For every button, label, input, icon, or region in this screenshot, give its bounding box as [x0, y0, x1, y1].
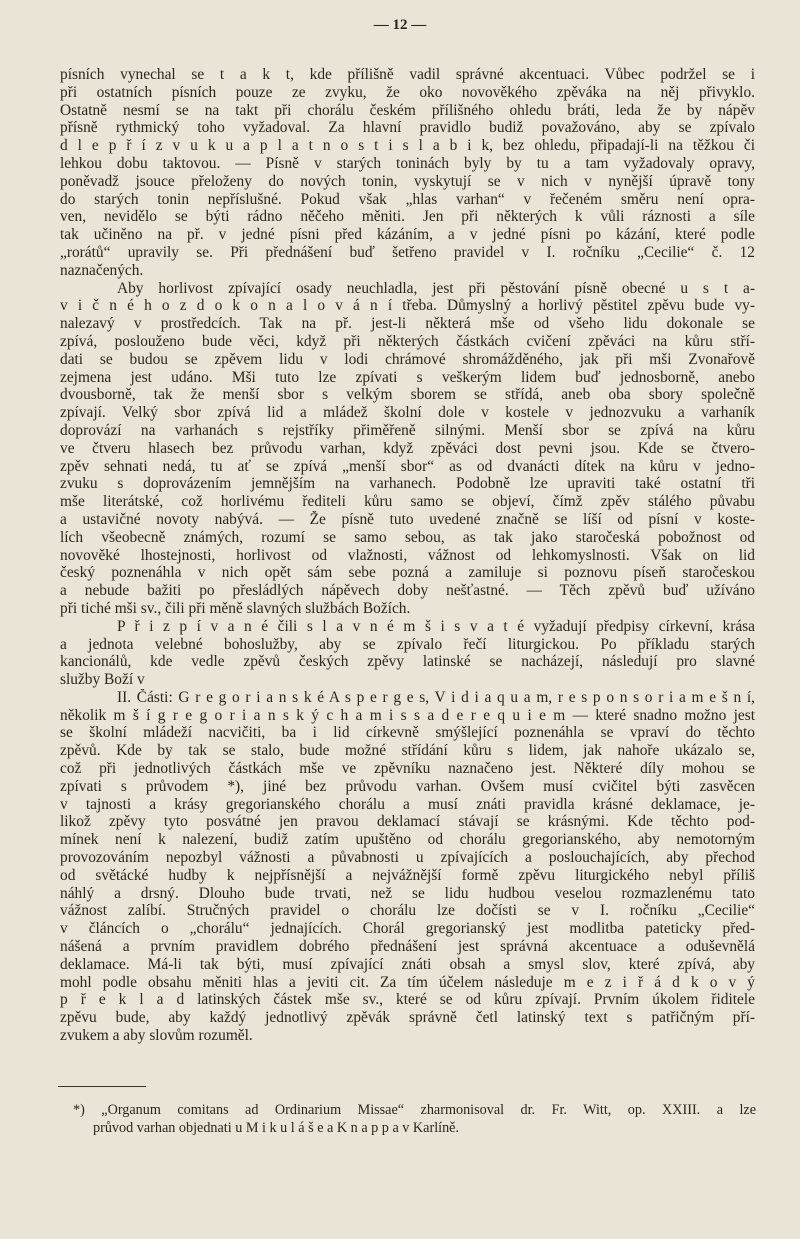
text-line: zpívají. Velký sbor zpívá lid a mládež školní dole v kostele v jednozvuku a varhaník	[60, 404, 755, 422]
text-line: tak učiněno na př. v jedné písni před kázáním, a v jedné písni po kázání, které podle	[60, 226, 755, 244]
paragraph	[60, 66, 755, 280]
text-line: služby Boží v	[60, 671, 145, 689]
text-line: ve čtveru hlasech bez průvodu varhan, když zpěváci dost pevni jsou. Kde se čtvero-	[60, 439, 755, 457]
text-line: kancionálů, kde vedle zpěvů českých zpěvy latinské se nacházejí, následují pro slavné	[60, 653, 755, 671]
text-line: lích všeobecně známých, rozumí se samo sebou, as tak jako staročeská pobožnost od	[60, 528, 755, 546]
text-line: Aby horlivost zpívající osady neuchladla, jest při pěstování písně obecné u s t a-	[117, 279, 755, 297]
footnote-line: průvod varhan objednati u M i k u l á š e a K n a p p a v Karlíně.	[93, 1120, 460, 1136]
text-line: provozováním nepozbyl vážnosti a půvabnosti u zpívajících a poslouchajících, aby přechod	[60, 849, 755, 867]
text-line: v i č n é h o z d o k o n a l o v á n í třeba. Důmyslný a horlivý pěstitel zpěvu bude vy-	[60, 297, 755, 315]
text-line: náhlý a drsný. Dlouho bude trvati, než se lidu hudbou veselou rozmazlenému tato	[60, 884, 755, 902]
paragraph	[60, 280, 755, 618]
text-line: deklamace. Má-li tak býti, musí zpívající znáti obsah a smysl slov, které zpívá, aby	[60, 955, 755, 973]
text-line: zpěvů. Kde by tak se stalo, bude možné střídání kůru s lidem, jak nahoře ukázalo se,	[60, 742, 755, 760]
text-line: v článcích o „chorálu“ jednajících. Chorál gregorianský jest modlitba pateticky před-	[60, 920, 755, 938]
text-line: a ustavičné novoty nabývá. — Že písně tuto uvedené značně se líší od písní v koste-	[60, 510, 755, 528]
text-line: zpívati s průvodem *), jiné bez průvodu varhan. Ovšem musí cvičitel býti zasvěcen	[60, 777, 755, 795]
text-line: do starých tonin nepříslušné. Pokud však „hlas varhan“ v řečeném směru není opra-	[60, 190, 755, 208]
text-line: což při jednotlivých částkách mše ve zpěvníku naznačeno jest. Některé díly mohou se	[60, 760, 755, 778]
text-line: písních vynechal se t a k t, kde přílišně vadil správné akcentuaci. Vůbec podržel se i	[60, 66, 755, 83]
text-line: doprovází na varhanách s rejstříky přiměřeně silnými. Menší sbor se zpívá na kůru	[60, 421, 755, 439]
text-line: při ostatních písních pouze ze zvyku, že oko novověkého zpěváka na něj přivyklo.	[60, 83, 755, 101]
text-line: Ostatně nesmí se na takt při chorálu českém přílišného ohledu bráti, leda že by nápěv	[60, 101, 755, 119]
text-line: novověké lhostejnosti, horlivost od vlažnosti, vážnost od lehkomyslnosti. Však on lid	[60, 546, 755, 564]
text-line: vážnost zalíbí. Stručných pravidel o chorálu lze dočísti se v I. ročníku „Cecilie“	[60, 902, 755, 920]
page-number: — 12 —	[373, 17, 427, 33]
text-line: likož zpěvy tyto posvátné jen pravou deklamací stávají se krásnými. Kde těchto pod-	[60, 813, 755, 831]
paragraph	[60, 618, 755, 689]
text-line: naznačených.	[60, 261, 144, 279]
text-line: d l e p ř í z v u k u a p l a t n o s t i s l a b i k, bez ohledu, připadají-li na těžkou či	[60, 137, 755, 155]
text-line: zpěv sehnati nedá, tu ať se zpívá „menší sbor“ as od dvanácti dítek na kůru v jedno-	[60, 457, 755, 475]
text-line: P ř i z p í v a n é čili s l a v n é m š i s v a t é vyžadují předpisy církevní, krása	[117, 617, 755, 635]
text-line: nalezavý v prostředcích. Tak na př. jest-li některá mše od všeho lidu dokonale se	[60, 315, 755, 333]
text-line: p ř e k l a d latinských částek mše sv., které se od kůru zpívají. Prvním úkolem řiditele	[60, 991, 755, 1009]
text-line: poněvadž jsouce přeloženy do nových tonin, vyskytují se v nich v nynější úpravě tony	[60, 172, 755, 190]
text-line: zpěvu bude, aby každý jednotlivý zpěvák správně četl latinský text s patřičným pří-	[60, 1009, 755, 1027]
text-line: dvousborně, tak že menší sbor s velkým sborem se střídá, aneb oba sbory společně	[60, 386, 755, 404]
text-line: a jednota velebné bohoslužby, aby se zpívalo řečí liturgickou. Po příkladu starých	[60, 635, 755, 653]
text-line: několik m š í g r e g o r i a n s k ý c h a m i s s a d e r e q u i e m — které snadno možno jest	[60, 706, 755, 724]
text-line: dati se budou se zpěvem lidu v lodi chrámové shromážděného, jak při mši Zvonařově	[60, 350, 755, 368]
text-line: český poznenáhla v nich opět sám sebe pozná a zamiluje si poznovu píseň staročeskou	[60, 564, 755, 582]
body-text	[60, 66, 755, 1045]
text-line: od světácké hudby k nejpřísnější a nejvážnější formě zpěvu liturgického nebyl příliš	[60, 866, 755, 884]
text-line: nášená a prvním pravidlem dobrého přednášení jest správná akcentuace a oduševnělá	[60, 938, 755, 956]
text-line: přísně rythmický toho vyžadoval. Za hlavní pravidlo budiž považováno, aby se zpívalo	[60, 119, 755, 137]
footnote	[73, 1101, 756, 1137]
text-line: při tiché mši sv., čili při měně slavných službách Božích.	[60, 599, 411, 617]
text-line: zvuku s doprovázením jemnějším na varhanech. Podobně lze upraviti také ostatní tři	[60, 475, 755, 493]
text-line: zvukem a aby slovům rozuměl.	[60, 1027, 253, 1045]
text-line: mínek není k nalezení, budiž zatím upuštěno od chorálu gregorianského, aby nemotorným	[60, 831, 755, 849]
paragraph	[60, 689, 755, 1045]
text-line: v tajnosti a krásy gregorianského chorálu a musí znáti pravidla krásné deklamace, je-	[60, 795, 755, 813]
text-line: II. Části: G r e g o r i a n s k é A s p e r g e s, V i d i a q u a m, r e s p o n s o r i a m e š n í,	[117, 688, 755, 706]
text-line: a nebude bažiti po přesládlých nápěvech doby nešťastné. — Těch zpěvů buď užíváno	[60, 582, 755, 600]
text-line: „rorátů“ upravily se. Při přednášení buď šetřeno pravidel v I. ročníku „Cecilie“ č. 12	[60, 243, 755, 261]
text-line: mše literátské, což horlivému řediteli kůru samo se objeví, čímž zpěv stálého půvabu	[60, 493, 755, 511]
text-line: mohl podle obsahu měniti hlas a jeviti cit. Za tím účelem následuje m e z i ř á d k o v ý	[60, 973, 755, 991]
footnote-line: *) „Organum comitans ad Ordinarium Missae“ zharmonisoval dr. Fr. Witt, op. XXIII. a lze	[73, 1102, 756, 1118]
text-line: se školní mládeží nacvičiti, ba i lid církevně smýšlející poznenáhla se vpraví do těchto	[60, 724, 755, 742]
text-line: zejmena jest udáno. Mši tuto lze zpívati s veškerým lidem buď jednosborně, anebo	[60, 368, 755, 386]
footnote-divider	[58, 1086, 146, 1087]
text-line: lehkou dobu taktovou. — Písně v starých toninách byly by tu a tam vyžadovaly opravy,	[60, 154, 755, 172]
text-line: ven, nevidělo se býti rádno něčeho měniti. Jen při některých k vůli ráznosti a síle	[60, 208, 755, 226]
text-line: zpívá, poslouženo bude věci, když při některých částkách cvičení zpěváci na kůru stří-	[60, 332, 755, 350]
